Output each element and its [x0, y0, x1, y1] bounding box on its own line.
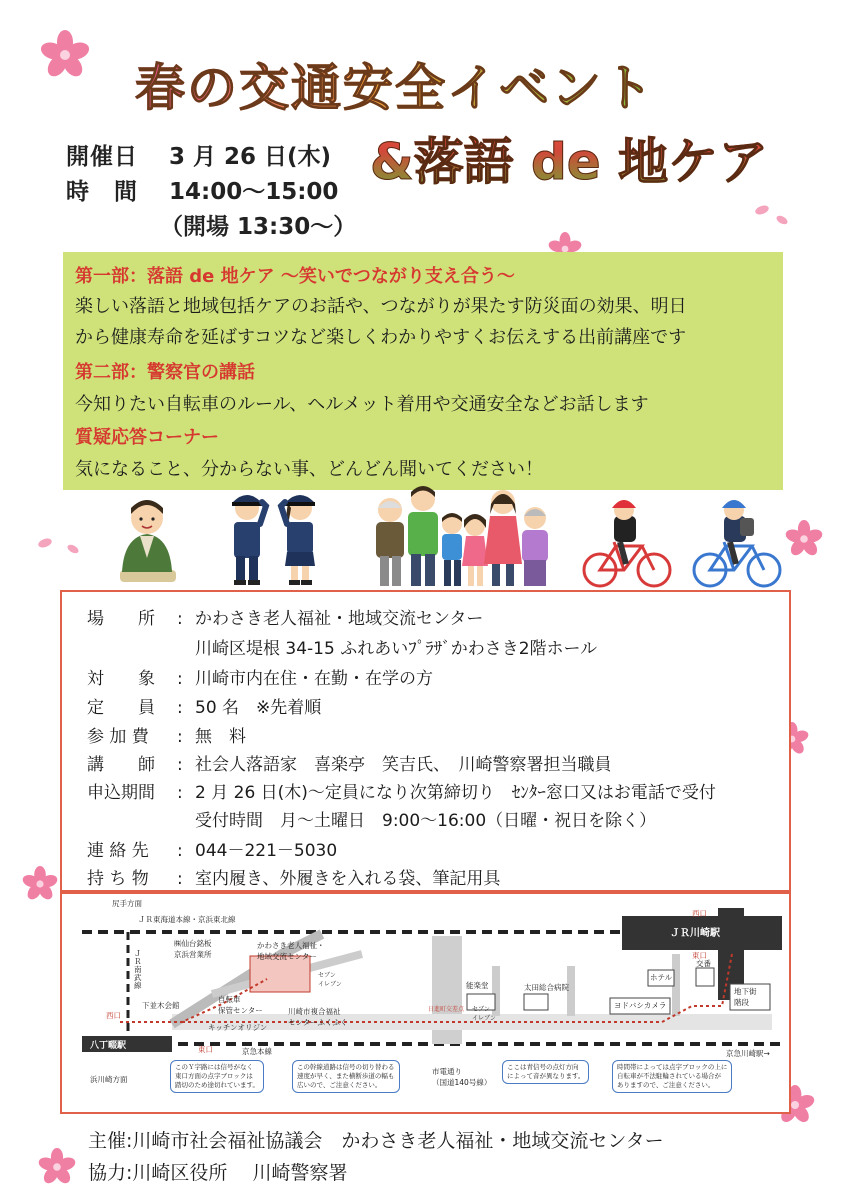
time-value: 14:00〜15:00	[169, 179, 339, 205]
event-details	[60, 590, 791, 892]
event-subtitle: &落語 de 地ケア	[370, 122, 768, 194]
map-note-1: このＹ字路には信号がなく 東口方面の点字ブロックは 踏切のため途切れています。	[170, 1060, 264, 1093]
map-label-koban: 交番	[696, 959, 711, 968]
cherry-blossom-icon	[38, 1148, 76, 1186]
qa-heading: 質疑応答コーナー	[75, 427, 219, 448]
date-value: 3 月 26 日(木)	[169, 144, 332, 170]
place-value: かわさき老人福祉・地域交流センター	[195, 609, 484, 629]
place-row: 場 所 : かわさき老人福祉・地域交流センター	[87, 604, 483, 629]
capacity-label: 定 員	[87, 698, 155, 718]
family-illustration	[372, 484, 552, 592]
items-row: 持 ち 物 : 室内履き、外履きを入れる袋、筆記用具	[87, 864, 500, 889]
map-label-seven1: セブン イレブン	[318, 972, 342, 988]
cherry-blossom-icon	[785, 520, 823, 558]
fee-value: 無 料	[195, 727, 246, 747]
part2-body: 今知りたい自転車のルール、ヘルメット着用や交通安全などお話します	[75, 394, 649, 415]
items-value: 室内履き、外履きを入れる袋、筆記用具	[195, 869, 501, 889]
map-label-hotel: ホテル	[650, 973, 673, 982]
date-row	[66, 138, 331, 171]
map-label-hamakawasaki: 浜川崎方面	[90, 1075, 128, 1084]
fee-label: 参 加 費	[87, 727, 149, 747]
map-label-shimonamiki: 下並木会館	[142, 1001, 180, 1010]
cyclist-red-helmet-illustration	[580, 492, 675, 592]
map-label-nishi-right: 西口	[692, 909, 707, 918]
contact-row: 連 絡 先 : 044－221－5030	[87, 836, 337, 861]
date-label: 開催日	[66, 144, 138, 170]
time-row	[66, 173, 338, 206]
police-officer-female-illustration	[275, 484, 325, 588]
items-label: 持 ち 物	[87, 869, 149, 889]
cherry-blossom-icon	[22, 866, 58, 902]
police-officer-male-illustration	[222, 484, 272, 588]
map-label-higashi-left: 東口	[198, 1045, 213, 1054]
map-note-3: ここは青信号の点灯方向 によって音が異なります。	[502, 1060, 589, 1084]
map-label-shitte: 尻手方面	[112, 899, 142, 908]
map-label-hatchonawate: 八丁畷駅	[90, 1041, 127, 1051]
map-label-nougakudo: 能楽堂	[466, 981, 489, 990]
map-label-jr-tokaido: ＪＲ東海道本線・京浜東北線	[138, 915, 236, 924]
place-label: 場 所	[87, 609, 155, 629]
map-note-2: この幹線道路は信号の切り替わる 速度が早く、また横断歩道の幅も 広いので、ご注意ください。	[292, 1060, 400, 1093]
apply-label: 申込期間	[87, 783, 155, 803]
map-label-center: かわさき老人福祉・ 地域交流センター	[257, 941, 325, 961]
map-label-keikyu-kawasaki: 京急川崎駅→	[726, 1049, 770, 1058]
capacity-row: 定 員 : 50 名 ※先着順	[87, 693, 321, 718]
map-label-fukugou: 川崎市複合福祉 センターふくふく	[288, 1007, 348, 1027]
cooperation: 協力:川崎区役所 川崎警察署	[88, 1162, 348, 1184]
map-label-yodobashi: ヨドバシカメラ	[614, 1001, 667, 1010]
open-time: （開場 13:30〜）	[160, 214, 357, 240]
petal-icon	[752, 200, 792, 230]
fee-row: 参 加 費 : 無 料	[87, 722, 246, 747]
contact-label: 連 絡 先	[87, 841, 149, 861]
part1-body-1: 楽しい落語と地域包括ケアのお話や、つながりが果たす防災面の効果、明日	[75, 296, 687, 317]
map-label-nisshin: 日進町交差点	[428, 1006, 465, 1013]
lecturer-row: 講 師 : 社会人落語家 喜楽亭 笑吉氏、 川崎警察署担当職員	[87, 750, 612, 775]
map-label-higashi-right: 東口	[692, 951, 707, 960]
target-row: 対 象 : 川崎市内在住・在勤・在学の方	[87, 664, 433, 689]
map-label-nanbu: ＪＲ南武線	[134, 949, 142, 990]
map-label-underground: 地下街 階段	[734, 987, 757, 1007]
map-label-keikyu: 京急本線	[242, 1047, 272, 1056]
capacity-value: 50 名 ※先着順	[195, 698, 322, 718]
map-label-nishi-left: 西口	[106, 1011, 121, 1020]
part1-heading: 第一部：落語 de 地ケア ～笑いでつながり支え合う～	[75, 266, 515, 287]
place-address: 川崎区堤根 34-15 ふれあいﾌﾟﾗｻﾞかわさき2階ホール	[195, 639, 598, 659]
map-label-seven2: セブン イレブン	[472, 1006, 496, 1022]
map-label-ota: 太田総合病院	[524, 983, 569, 992]
event-title: 春の交通安全イベント	[135, 48, 655, 120]
map-label-kitchen: キッチンオリジン	[208, 1023, 268, 1032]
lecturer-label: 講 師	[87, 755, 155, 775]
map-note-4: 時間帯によっては点字ブロックの上に 自転車が不法駐輪されている場合が ありますので、ご注意ください。	[612, 1060, 732, 1093]
organizer: 主催:川崎市社会福祉協議会 かわさき老人福祉・地域交流センター	[88, 1130, 664, 1152]
map-label-shiden: 市電通り （国道140号線）	[432, 1067, 492, 1087]
map-label-sendai: ㈱仙台銘板 京浜営業所	[174, 939, 212, 959]
apply-value: 2 月 26 日(木)～定員になり次第締切り ｾﾝﾀｰ窓口又はお電話で受付	[195, 783, 716, 803]
time-label: 時 間	[66, 179, 138, 205]
program-box	[63, 252, 783, 490]
part1-body-2: から健康寿命を延ばすコツなど楽しくわかりやすくお伝えする出前講座です	[75, 327, 687, 348]
access-map	[60, 892, 791, 1114]
map-label-bicycle: 自転車 保管センター	[218, 995, 263, 1015]
contact-phone[interactable]: 044－221－5030	[195, 841, 338, 861]
cherry-blossom-icon	[40, 30, 90, 80]
target-label: 対 象	[87, 669, 155, 689]
rakugo-performer-illustration	[112, 492, 182, 587]
apply-row: 申込期間 : 2 月 26 日(木)～定員になり次第締切り ｾﾝﾀｰ窓口又はお電話で受付	[87, 778, 716, 803]
target-value: 川崎市内在住・在勤・在学の方	[195, 669, 433, 689]
lecturer-value: 社会人落語家 喜楽亭 笑吉氏、 川崎警察署担当職員	[195, 755, 612, 775]
part2-heading: 第二部：警察官の講話	[75, 362, 255, 383]
map-label-jr-kawasaki: ＪＲ川崎駅	[670, 928, 720, 939]
petal-icon	[35, 535, 85, 565]
qa-body: 気になること、分からない事、どんどん聞いてください！	[75, 459, 543, 480]
cyclist-blue-helmet-illustration	[690, 492, 785, 592]
reception-hours: 受付時間 月～土曜日 9:00～16:00（日曜・祝日を除く）	[195, 811, 657, 831]
